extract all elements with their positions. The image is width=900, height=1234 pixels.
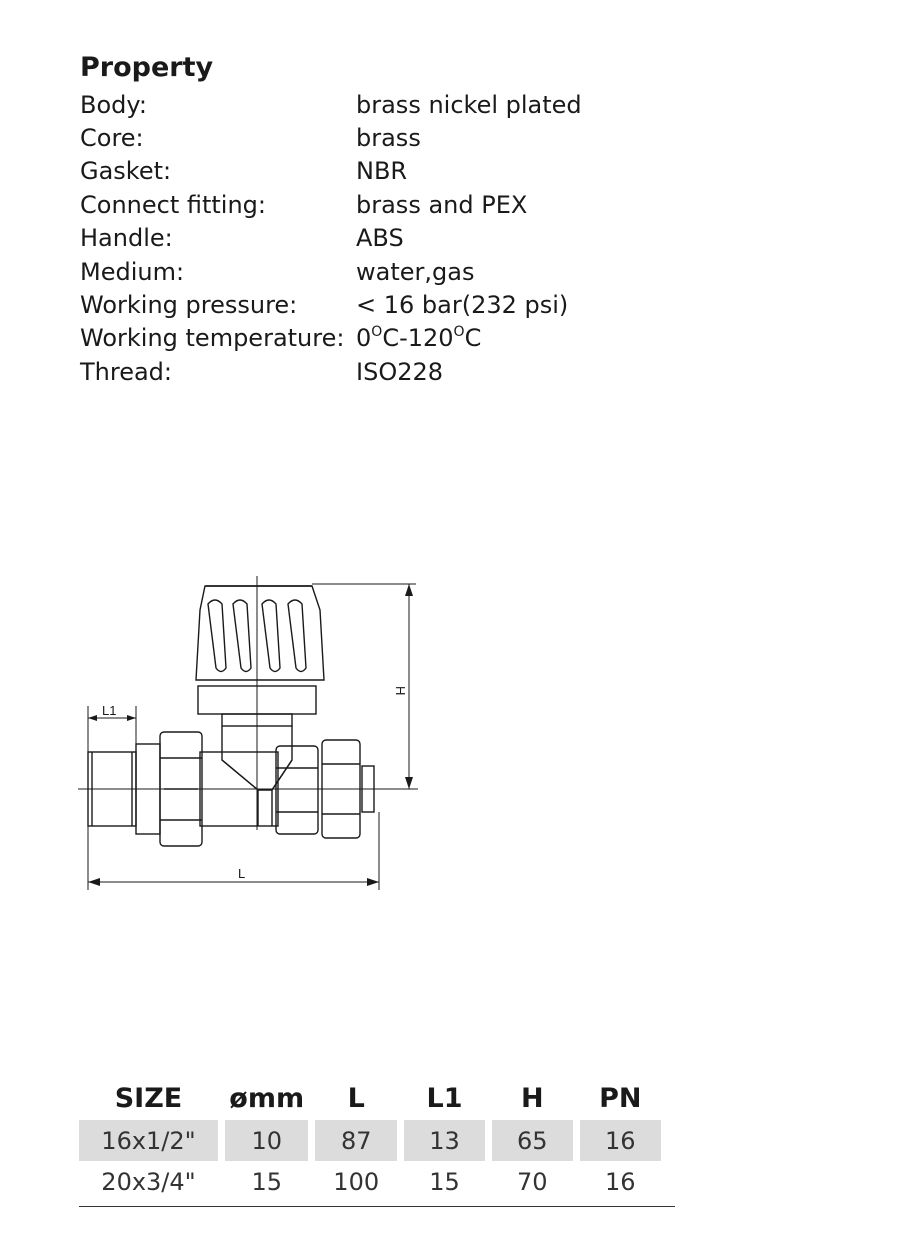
property-label: Connect fitting: — [80, 190, 266, 219]
table-cell: 15 — [251, 1167, 282, 1196]
table-cell: 65 — [492, 1120, 573, 1161]
table-cell: 70 — [517, 1167, 548, 1196]
property-label: Thread: — [80, 357, 173, 386]
table-cell: 16x1/2" — [79, 1120, 218, 1161]
property-label: Gasket: — [80, 157, 172, 186]
property-row — [80, 88, 640, 121]
table-row — [79, 1120, 661, 1161]
table-cell: 16 — [605, 1167, 636, 1196]
table-cell: 20x3/4" — [101, 1167, 196, 1196]
page-title: Property — [80, 52, 214, 83]
property-value: NBR — [356, 157, 408, 186]
column-header: L — [347, 1082, 365, 1114]
property-label: Medium: — [80, 257, 185, 286]
table-header-row — [79, 1076, 661, 1120]
compression-nut-inner — [276, 746, 318, 834]
temp-separator: C-120 — [382, 324, 454, 353]
dimension-label-h: H — [393, 686, 408, 696]
property-value: < 16 bar(232 psi) — [356, 291, 569, 320]
property-row — [80, 355, 640, 388]
property-list — [80, 88, 640, 389]
property-value: brass nickel plated — [356, 90, 582, 119]
property-row — [80, 188, 640, 221]
temp-low: 0 — [356, 324, 372, 353]
table-bottom-rule — [79, 1206, 675, 1207]
property-value: ISO228 — [356, 357, 444, 386]
property-row — [80, 322, 640, 355]
property-row — [80, 222, 640, 255]
property-label: Working temperature: — [80, 324, 345, 353]
table-cell: 100 — [333, 1167, 380, 1196]
property-row — [80, 121, 640, 154]
table-cell: 87 — [315, 1120, 397, 1161]
property-value-temperature — [356, 324, 481, 352]
dimension-label-l: L — [238, 866, 246, 881]
property-label: Working pressure: — [80, 291, 298, 320]
property-value: brass — [356, 124, 421, 153]
column-header: PN — [599, 1082, 642, 1114]
property-label: Body: — [80, 90, 147, 119]
property-row — [80, 155, 640, 188]
table-cell: 10 — [225, 1120, 308, 1161]
column-header: ømm — [229, 1082, 305, 1114]
column-header: H — [520, 1082, 544, 1114]
table-cell: 13 — [404, 1120, 485, 1161]
valve-technical-drawing — [70, 570, 440, 900]
property-value: ABS — [356, 224, 404, 253]
property-row — [80, 288, 640, 321]
degree-mark: O — [453, 324, 465, 341]
dimension-label-l1: L1 — [102, 703, 117, 718]
table-cell: 16 — [580, 1120, 661, 1161]
property-label: Handle: — [80, 224, 173, 253]
property-label: Core: — [80, 124, 144, 153]
degree-mark: O — [371, 324, 383, 341]
table-cell: 15 — [429, 1167, 460, 1196]
spec-table — [72, 1076, 668, 1202]
table-row — [79, 1161, 661, 1202]
column-header: SIZE — [114, 1082, 183, 1114]
property-row — [80, 255, 640, 288]
temp-unit: C — [464, 324, 482, 353]
property-value: water,gas — [356, 257, 475, 286]
property-value: brass and PEX — [356, 190, 528, 219]
column-header: L1 — [426, 1082, 463, 1114]
